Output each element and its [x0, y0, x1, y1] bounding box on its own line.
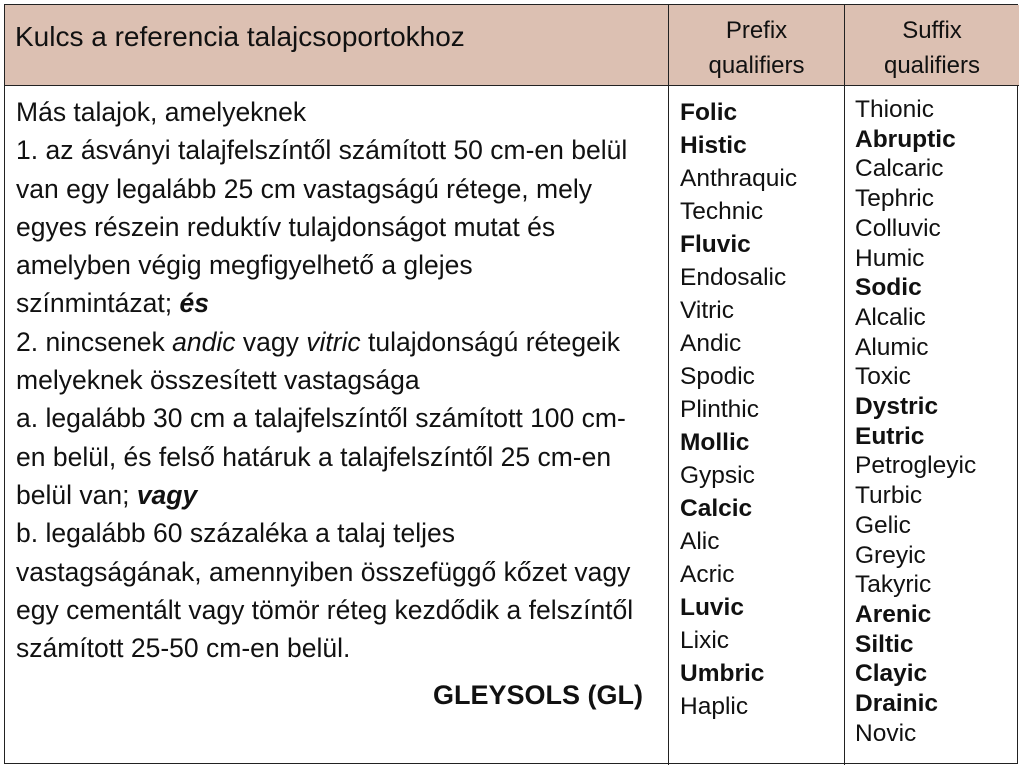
key-line: a. legalább 30 cm a talajfelszíntől számított 100 cm-: [16, 403, 626, 434]
suffix-qualifier-item: Turbic: [855, 482, 923, 510]
prefix-qualifier-item: Calcic: [680, 495, 753, 522]
key-table: [4, 4, 1018, 764]
suffix-qualifier-item: Tephric: [855, 185, 934, 213]
suffix-qualifier-item: Thionic: [855, 96, 934, 123]
header-prefix-line1: Prefix: [725, 17, 788, 44]
key-conjunction-es: és: [179, 288, 209, 319]
suffix-qualifier-item: Calcaric: [855, 155, 944, 183]
column-divider-1: [668, 5, 669, 765]
prefix-qualifier-item: Umbric: [680, 660, 765, 687]
header-title: Kulcs a referencia talajcsoportokhoz: [15, 21, 465, 52]
key-description: [16, 93, 666, 667]
prefix-qualifier-item: Acric: [680, 561, 735, 588]
suffix-qualifier-item: Toxic: [855, 363, 911, 391]
key-text: tulajdonságú rétegeik: [360, 326, 620, 357]
soil-group-name: GLEYSOLS (GL): [433, 680, 644, 710]
prefix-qualifier-item: Lixic: [680, 627, 730, 654]
key-line: [16, 476, 666, 514]
prefix-qualifier-item: Haplic: [680, 693, 749, 720]
header-prefix-line2: qualifiers: [708, 52, 805, 79]
suffix-qualifier-item: Arenic: [855, 600, 932, 628]
key-line: számított 25-50 cm-en belül.: [16, 633, 351, 664]
prefix-qualifier-item: Plinthic: [680, 396, 759, 423]
key-line: vastagságának, amennyiben összefüggő kőzet vagy: [16, 556, 631, 587]
suffix-qualifier-list: [855, 95, 976, 748]
suffix-qualifier-item: Gelic: [855, 511, 911, 539]
key-line: en belül, és felső határuk a talajfelszíntől 25 cm-en: [16, 441, 612, 472]
key-line: b. legalább 60 százaléka a talaj teljes: [16, 518, 456, 549]
suffix-qualifier-item: Eutric: [855, 422, 925, 450]
key-conjunction-vagy: vagy: [136, 479, 198, 510]
key-line: melyeknek összesített vastagsága: [16, 365, 420, 396]
key-line: [16, 284, 666, 322]
prefix-qualifier-item: Folic: [680, 99, 738, 126]
suffix-qualifier-item: Takyric: [855, 571, 932, 599]
suffix-qualifier-item: Clayic: [855, 660, 928, 688]
prefix-qualifier-item: Gypsic: [680, 462, 755, 489]
table-header: [5, 5, 1019, 86]
prefix-qualifier-item: Anthraquic: [680, 165, 798, 192]
suffix-qualifier-item: Greyic: [855, 541, 926, 569]
prefix-qualifier-item: Spodic: [680, 363, 755, 390]
key-line: [16, 323, 666, 361]
suffix-qualifier-item: Abruptic: [855, 125, 956, 153]
prefix-qualifier-item: Mollic: [680, 429, 750, 456]
prefix-qualifier-item: Technic: [680, 198, 764, 225]
header-suffix-line1: Suffix: [902, 17, 962, 44]
key-line: Más talajok, amelyeknek: [16, 97, 307, 127]
suffix-qualifier-item: Drainic: [855, 690, 939, 718]
key-text: 2. nincsenek: [16, 326, 173, 357]
suffix-qualifier-item: Petrogleyic: [855, 452, 977, 480]
key-line: 1. az ásványi talajfelszíntől számított 50 cm-en belül: [16, 135, 628, 166]
prefix-qualifier-list: [680, 96, 797, 723]
column-divider-2: [844, 5, 845, 765]
prefix-qualifier-item: Luvic: [680, 594, 744, 621]
header-prefix-qualifiers: [669, 13, 844, 83]
key-text: belül van;: [16, 479, 137, 510]
key-term-andic: andic: [172, 326, 236, 357]
suffix-qualifier-item: Novic: [855, 719, 917, 747]
key-line: amelyben végig megfigyelhető a glejes: [16, 250, 473, 281]
prefix-qualifier-item: Histic: [680, 132, 747, 159]
prefix-qualifier-item: Vitric: [680, 297, 735, 324]
header-suffix-qualifiers: [845, 13, 1019, 83]
prefix-qualifier-item: Endosalic: [680, 264, 787, 291]
suffix-qualifier-item: Siltic: [855, 630, 914, 658]
prefix-qualifier-item: Andic: [680, 330, 742, 357]
key-line: egyes részein reduktív tulajdonságot mutat és: [16, 211, 556, 242]
prefix-qualifier-item: Fluvic: [680, 231, 751, 258]
key-line: egy cementált vagy tömör réteg kezdődik a felszíntől: [16, 594, 634, 625]
suffix-qualifier-item: Colluvic: [855, 214, 941, 242]
header-suffix-line2: qualifiers: [883, 52, 981, 79]
key-text: színmintázat;: [16, 288, 180, 319]
key-line: van egy legalább 25 cm vastagságú rétege, mely: [16, 173, 592, 204]
suffix-qualifier-item: Dystric: [855, 393, 939, 421]
suffix-qualifier-item: Sodic: [855, 274, 922, 302]
key-term-vitric: vitric: [306, 326, 361, 357]
suffix-qualifier-item: Humic: [855, 244, 925, 272]
suffix-qualifier-item: Alumic: [855, 333, 929, 361]
suffix-qualifier-item: Alcalic: [855, 303, 926, 331]
key-text: vagy: [235, 326, 307, 357]
prefix-qualifier-item: Alic: [680, 528, 720, 555]
